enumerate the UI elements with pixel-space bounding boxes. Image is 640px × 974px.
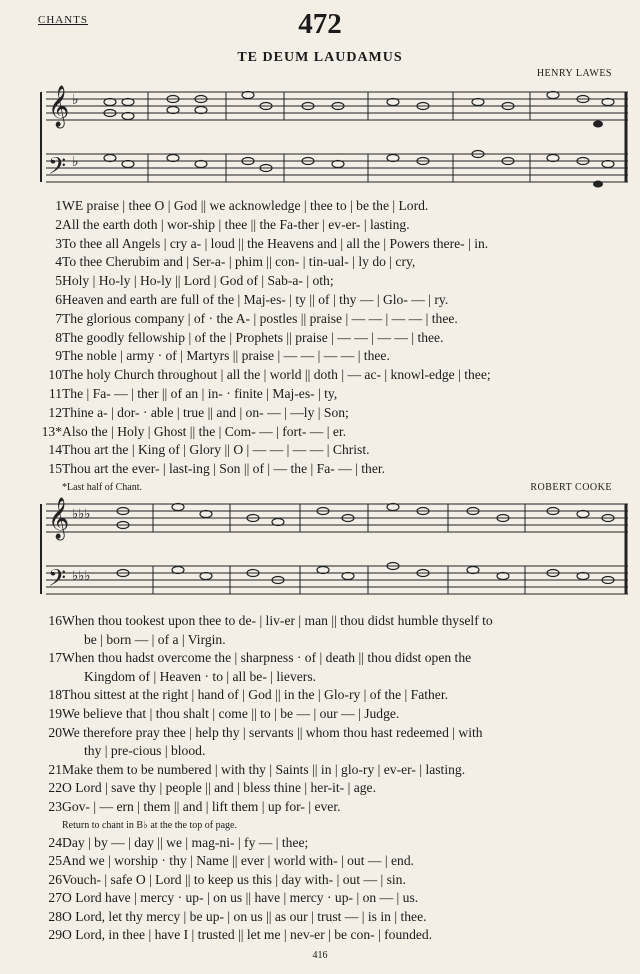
verse-text: The | Fa- — | ther || of an | in- · finite | Maj-es- | ty,: [62, 386, 338, 401]
verse-number: 23: [48, 799, 62, 814]
verse-number: 22: [48, 780, 62, 796]
verse-line-15: [38, 460, 634, 479]
music-staff-svg-1: [38, 82, 630, 200]
verse-line-12: [38, 404, 634, 423]
verse-line-4: [38, 253, 634, 272]
verse-line-20: [38, 724, 634, 761]
verse-number: 24: [48, 835, 62, 850]
verse-line-5: [38, 272, 634, 291]
verse-line-22: [38, 779, 634, 798]
svg-text:𝄞: 𝄞: [48, 498, 70, 539]
verse-text: Also the | Holy | Ghost || the | Com- — | fort- — | er.: [62, 423, 347, 439]
verse-number: 21: [48, 761, 62, 777]
verse-number: 3: [55, 235, 62, 251]
verse-text: We believe that | thou shalt | come || to | be — | our — | Judge.: [62, 706, 400, 721]
verse-text: O Lord have | mercy · up- | on us || have | mercy · up- | on — | us.: [62, 890, 419, 906]
verse-number: 25: [48, 853, 62, 869]
svg-text:𝄢: 𝄢: [48, 152, 67, 185]
verse-text: Thou sittest at the right | hand of | God || in the | Glo-ry | of the | Father.: [62, 687, 449, 703]
verse-number: 7: [55, 310, 62, 326]
verse-number: 18: [48, 687, 62, 703]
verse-number: 11: [48, 386, 62, 401]
verse-text: To thee Cherubim and | Ser-a- | phim || con- | tin-ual- | ly do | cry,: [62, 254, 416, 270]
music-score-2: [38, 494, 630, 612]
verse-number: 8: [55, 329, 62, 345]
svg-text:♭♭♭: ♭♭♭: [72, 569, 91, 584]
verse-text: WE praise | thee O | God || we acknowledge | thee to | be the | Lord.: [62, 198, 429, 213]
verse-number: 29: [48, 927, 62, 942]
composer-name: HENRY LAWES: [536, 68, 612, 79]
verse-number: 28: [48, 908, 62, 924]
verse-continuation: be | born — | of a | Virgin.: [84, 631, 226, 647]
verse-text: The holy Church throughout | all the | world || doth | — ac- | knowl-edge | thee;: [62, 367, 491, 383]
svg-text:♭: ♭: [72, 154, 79, 170]
composer-name-2: ROBERT COOKE: [530, 482, 612, 493]
verse-text: All the earth doth | wor-ship | thee || the Fa-ther | ev-er- | lasting.: [62, 216, 410, 232]
verse-number: 6: [55, 292, 62, 307]
verse-text: Thou art the ever- | last-ing | Son || of | — the | Fa- — | ther.: [62, 461, 386, 477]
verse-number: 9: [55, 348, 62, 364]
verse-number: 15: [48, 461, 62, 477]
verse-line-19: [38, 705, 634, 724]
verse-line-29: [38, 926, 634, 945]
page-number: 416: [312, 950, 328, 961]
verse-text: We therefore pray thee | help thy | servants || whom thou hast redeemed | with: [62, 724, 483, 740]
verse-text: Gov- | — ern | them || and | lift them | up for- | ever.: [62, 799, 341, 814]
verse-number: 19: [48, 706, 62, 721]
verse-number: 12: [48, 404, 62, 420]
svg-text:𝄞: 𝄞: [48, 86, 70, 127]
music-score-1: [38, 82, 630, 200]
verse-number: 5: [55, 273, 62, 289]
verse-line-18: [38, 686, 634, 705]
verse-text: Make them to be numbered | with thy | Saints || in | glo-ry | ev-er- | lasting.: [62, 761, 466, 777]
verse-text: O Lord, in thee | have I | trusted || let me | nev-er | be con- | founded.: [62, 927, 433, 942]
verse-line-16: [38, 612, 634, 649]
section-label: CHANTS: [38, 14, 89, 26]
footnote: *Last half of Chant.: [62, 482, 142, 493]
verse-line-23: [38, 798, 634, 817]
verse-text: The glorious company | of · the A- | postles || praise | — — | — — | thee.: [62, 310, 458, 326]
verse-text: When thou hadst overcome the | sharpness · of | death || thou didst open the: [62, 650, 472, 666]
verse-line-7: [38, 310, 634, 329]
verse-line-8: [38, 329, 634, 348]
verse-number: 1: [55, 198, 62, 213]
verse-line-21: [38, 761, 634, 780]
verse-number: 14: [48, 442, 62, 458]
svg-text:♭: ♭: [72, 92, 79, 108]
verse-line-25: [38, 852, 634, 871]
verse-text: And we | worship · thy | Name || ever | world with- | out — | end.: [62, 853, 415, 869]
verse-text: Holy | Ho-ly | Ho-ly || Lord | God of | Sab-a- | oth;: [62, 273, 334, 289]
music-staff-svg-2: [38, 494, 630, 612]
svg-text:♭♭♭: ♭♭♭: [72, 507, 91, 522]
verse-text: Thine a- | dor- · able | true || and | on- — | —ly | Son;: [62, 404, 349, 420]
verse-text: Thou art the | King of | Glory || O | — — | — — | Christ.: [62, 442, 370, 458]
hymn-number: 472: [298, 8, 342, 40]
verse-continuation: Kingdom of | Heaven · to | all be- | lievers.: [84, 668, 317, 684]
verse-number: 13*: [41, 423, 62, 439]
verse-number: 20: [48, 724, 62, 740]
verse-line-24: [38, 834, 634, 853]
verse-line-17: [38, 649, 634, 686]
verse-number: 16: [48, 613, 62, 628]
svg-text:𝄢: 𝄢: [48, 564, 67, 597]
verse-text: Day | by — | day || we | mag-ni- | fy — | thee;: [62, 835, 309, 850]
verse-line-9: [38, 347, 634, 366]
verse-number: 27: [48, 890, 62, 906]
verse-text: O Lord, let thy mercy | be up- | on us || as our | trust — | is in | thee.: [62, 908, 427, 924]
hymn-title: TE DEUM LAUDAMUS: [237, 50, 403, 65]
verse-line-6: [38, 291, 634, 310]
verse-number: 2: [55, 216, 62, 232]
verse-text: The goodly fellowship | of the | Prophets || praise | — — | — — | thee.: [62, 329, 444, 345]
verse-continuation: thy | pre-cious | blood.: [84, 743, 206, 759]
verse-text: O Lord | save thy | people || and | bless thine | her-it- | age.: [62, 780, 376, 796]
verse-line-27: [38, 889, 634, 908]
verse-line-13: [38, 423, 634, 442]
verse-text: When thou tookest upon thee to de- | liv-er | man || thou didst humble thyself to: [62, 613, 493, 628]
verse-number: 10: [48, 367, 62, 383]
verse-line-11: [38, 385, 634, 404]
verse-line-26: [38, 871, 634, 890]
verse-text: Heaven and earth are full of the | Maj-es- | ty || of | thy — | Glo- — | ry.: [62, 292, 449, 307]
verse-line-28: [38, 908, 634, 927]
return-note: Return to chant in B♭ at the the top of page.: [62, 820, 237, 831]
verse-text: The noble | army · of | Martyrs || praise | — — | — — | thee.: [62, 348, 390, 364]
verse-line-3: [38, 235, 634, 254]
verse-line-1: [38, 197, 634, 216]
verse-text: To thee all Angels | cry a- | loud || the Heavens and | all the | Powers there- | in.: [62, 235, 489, 251]
verse-line-14: [38, 441, 634, 460]
verse-number: 4: [55, 254, 62, 270]
verse-number: 17: [48, 650, 62, 666]
verse-number: 26: [48, 871, 62, 887]
verse-line-10: [38, 366, 634, 385]
verse-line-2: [38, 216, 634, 235]
verse-text: Vouch- | safe O | Lord || to keep us this | day with- | out — | sin.: [62, 871, 406, 887]
